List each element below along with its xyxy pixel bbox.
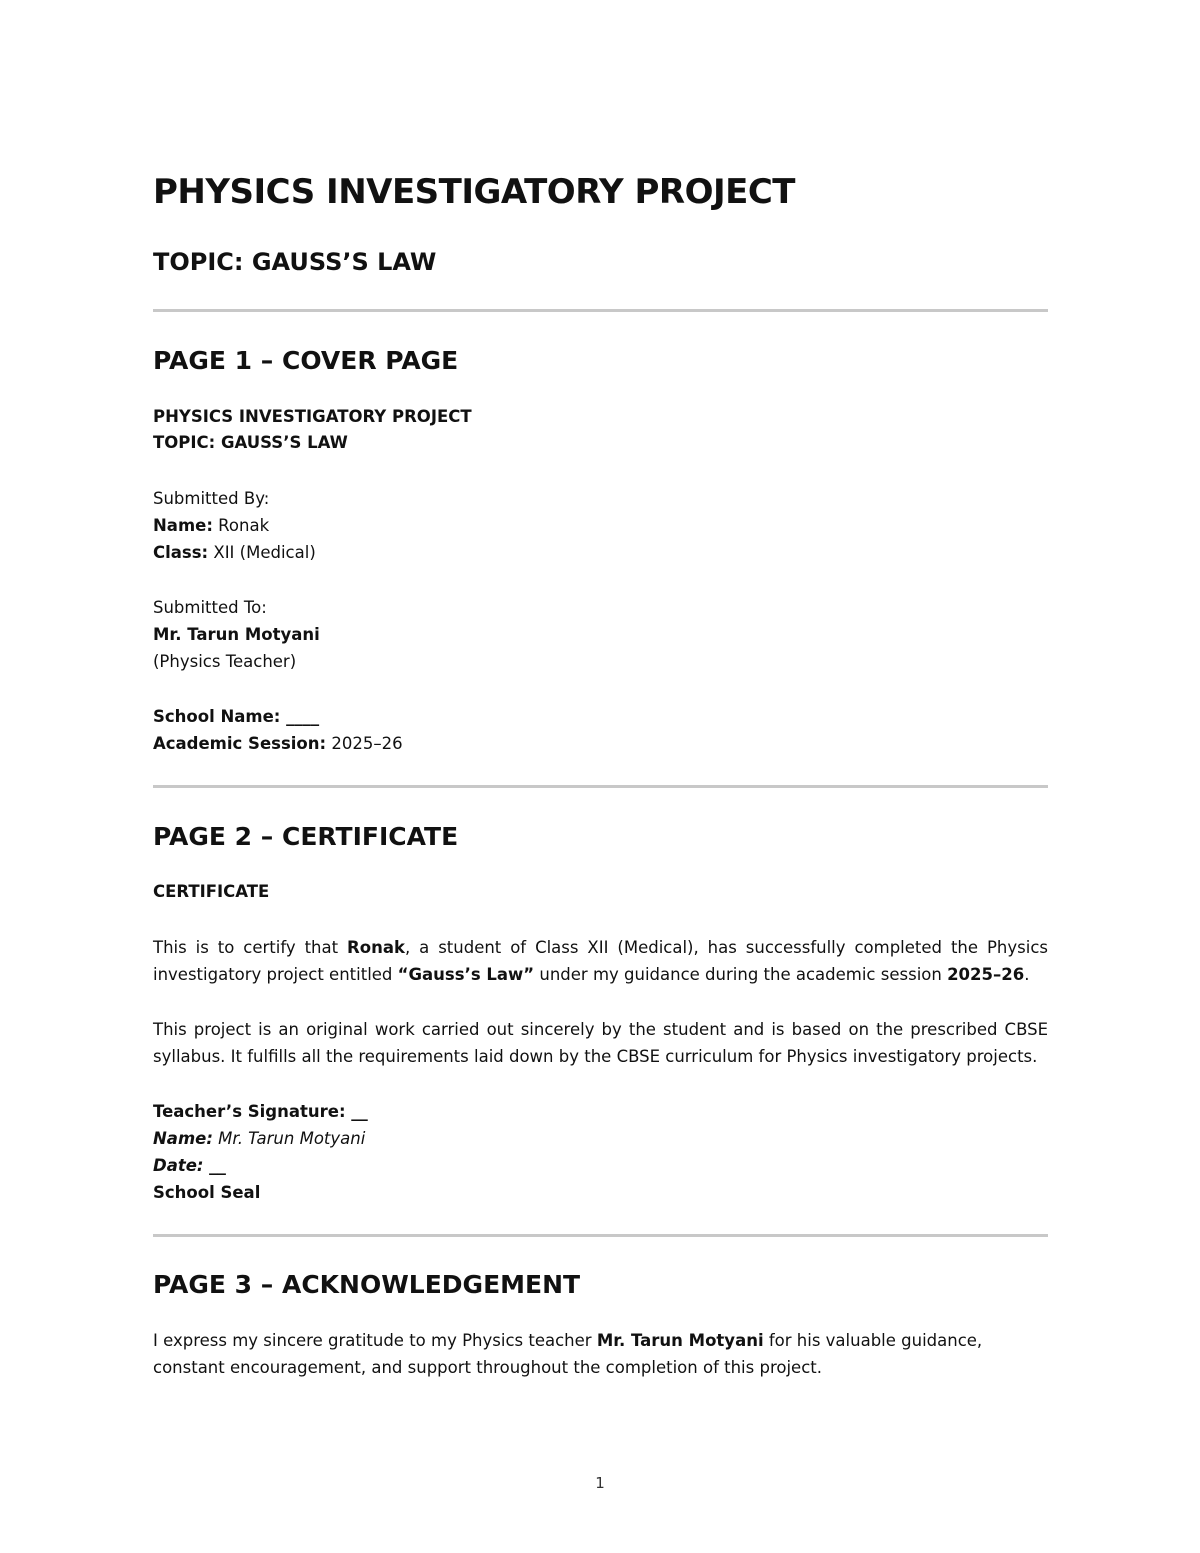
name-value: Ronak <box>212 516 270 535</box>
class-value: XII (Medical) <box>208 543 316 562</box>
teacher-name: Mr. Tarun Motyani <box>153 625 320 644</box>
document-topic: TOPIC: GAUSS’S LAW <box>153 248 437 276</box>
certificate-heading: PAGE 2 – CERTIFICATE <box>153 822 459 851</box>
page-number: 1 <box>595 1474 605 1492</box>
text-run: This is to certify that <box>153 938 348 957</box>
teacher-role: (Physics Teacher) <box>153 652 297 671</box>
certificate-paragraph-2: This project is an original work carried out sincerely by the student and is based on the prescribed CBSE syllabus. It fulfills all the requirements laid down by the CBSE curriculum for Physics investigatory projects. <box>153 1020 1048 1066</box>
text-run: . <box>1024 965 1030 984</box>
teacher-signature-line: Teacher’s Signature: __ <box>153 1102 368 1121</box>
acknowledgement-heading: PAGE 3 – ACKNOWLEDGEMENT <box>153 1270 581 1299</box>
document-title: PHYSICS INVESTIGATORY PROJECT <box>153 172 795 212</box>
divider <box>153 1234 1048 1237</box>
certificate-name-line <box>153 1128 365 1150</box>
name-value: Mr. Tarun Motyani <box>212 1129 366 1148</box>
text-run: , a student of Class XII (Medical), has successfully completed the Physics investigatory project entitled <box>153 938 1048 984</box>
certificate-paragraph-1 <box>153 934 1048 988</box>
school-name-line: School Name: ____ <box>153 707 320 726</box>
school-seal-line: School Seal <box>153 1183 261 1202</box>
session-label: Academic Session: <box>153 734 327 753</box>
cover-project-title: PHYSICS INVESTIGATORY PROJECT <box>153 407 472 426</box>
name-label: Name: <box>153 516 213 535</box>
submitted-by-label: Submitted By: <box>153 489 270 508</box>
text-run: I express my sincere gratitude to my Physics teacher <box>153 1331 597 1350</box>
academic-session-line <box>153 733 403 755</box>
class-label: Class: <box>153 543 209 562</box>
divider <box>153 785 1048 788</box>
submitted-to-label: Submitted To: <box>153 598 267 617</box>
project-title-bold: “Gauss’s Law” <box>397 965 535 984</box>
text-run: for his valuable guidance, constant encouragement, and support throughout the completion of this project. <box>153 1331 983 1377</box>
cover-project-topic: TOPIC: GAUSS’S LAW <box>153 433 348 452</box>
session-value: 2025–26 <box>326 734 403 753</box>
text-run: under my guidance during the academic session <box>534 965 948 984</box>
session-bold: 2025–26 <box>947 965 1025 984</box>
certificate-subheading: CERTIFICATE <box>153 882 270 901</box>
student-class-line <box>153 542 316 564</box>
acknowledgement-paragraph <box>153 1327 1048 1381</box>
student-name-bold: Ronak <box>347 938 405 957</box>
student-name-line <box>153 515 269 537</box>
divider <box>153 309 1048 312</box>
name-label: Name: <box>153 1129 213 1148</box>
date-line: Date: __ <box>153 1156 226 1175</box>
cover-heading: PAGE 1 – COVER PAGE <box>153 346 459 375</box>
teacher-name-bold: Mr. Tarun Motyani <box>596 1331 764 1350</box>
